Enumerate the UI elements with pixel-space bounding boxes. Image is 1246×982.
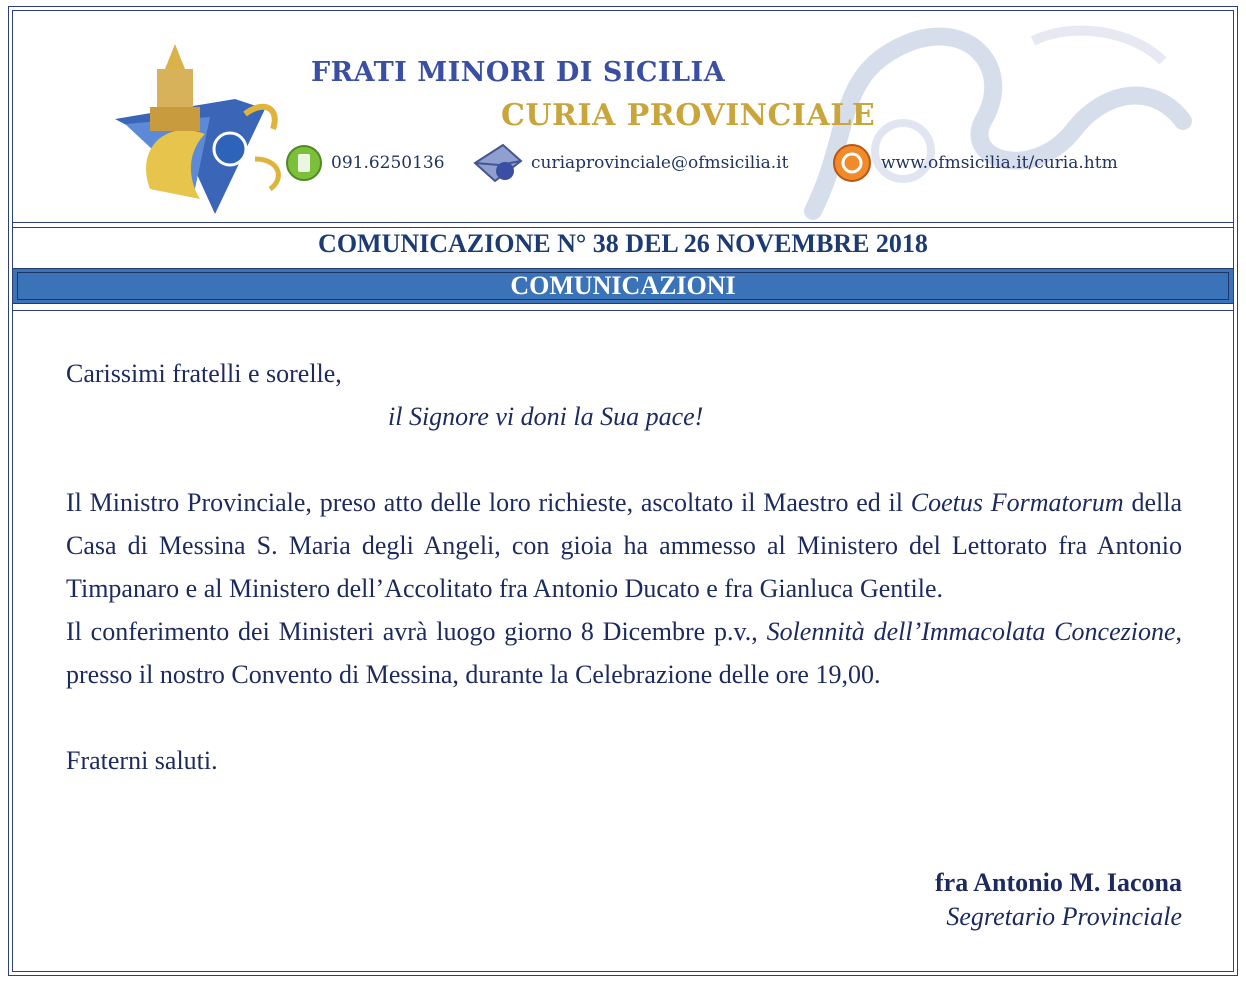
contact-phone (285, 141, 445, 185)
signatory-name: fra Antonio M. Iacona (935, 868, 1182, 897)
divider (13, 227, 1233, 228)
communication-title: COMUNICAZIONE N° 38 DEL 26 NOVEMBRE 2018 (318, 229, 928, 258)
paragraph-admission-part1: Il Ministro Provinciale, preso atto delle loro richieste, ascoltato il Maestro ed il (66, 488, 911, 517)
email-icon (473, 141, 523, 185)
letterhead (13, 11, 1233, 221)
letter-body (66, 352, 1182, 782)
paragraph-admission (66, 481, 1182, 610)
letterhead-title-line2: CURIA PROVINCIALE (501, 98, 876, 133)
spacer (66, 696, 1182, 739)
order-logo-icon (95, 39, 295, 221)
phone-icon (285, 144, 323, 182)
divider (13, 222, 1233, 223)
email-address: curiaprovinciale@ofmsicilia.it (531, 153, 789, 173)
signature-block (935, 866, 1182, 934)
phone-number: 091.6250136 (331, 153, 445, 173)
section-title: COMUNICAZIONI (510, 271, 736, 300)
blessing: il Signore vi doni la Sua pace! (388, 402, 704, 431)
spacer (66, 438, 1182, 481)
contact-email (473, 141, 788, 185)
paragraph-ceremony-part1: Il conferimento dei Ministeri avrà luogo giorno 8 Dicembre p.v., (66, 617, 767, 646)
section-banner-inner (17, 272, 1229, 300)
solemnity-text: Solennità dell’Immacolata Concezione (766, 617, 1176, 646)
contact-website (831, 141, 1118, 185)
signatory-role: Segretario Provinciale (946, 902, 1182, 931)
coetus-formatorum-text: Coetus Formatorum (910, 488, 1124, 517)
greeting: Carissimi fratelli e sorelle, (66, 359, 342, 388)
paragraph-admission-part2: della Casa di Messina S. Maria degli Angeli, con gioia ha ammesso al Ministero del Lettorato fra Antonio Timpanaro e al Ministero dell’Accolitato fra Antonio Ducato e fra Gianluca Gentile. (66, 488, 1182, 603)
divider (13, 310, 1233, 311)
paragraph-ceremony (66, 610, 1182, 696)
section-banner (13, 268, 1233, 304)
paragraph-ceremony-part2: , presso il nostro Convento di Messina, durante la Celebrazione delle ore 19,00. (66, 617, 1183, 689)
web-icon (831, 142, 873, 184)
letterhead-title-line1: FRATI MINORI DI SICILIA (311, 57, 726, 88)
closing: Fraterni saluti. (66, 746, 218, 775)
website-url: www.ofmsicilia.it/curia.htm (881, 153, 1118, 173)
